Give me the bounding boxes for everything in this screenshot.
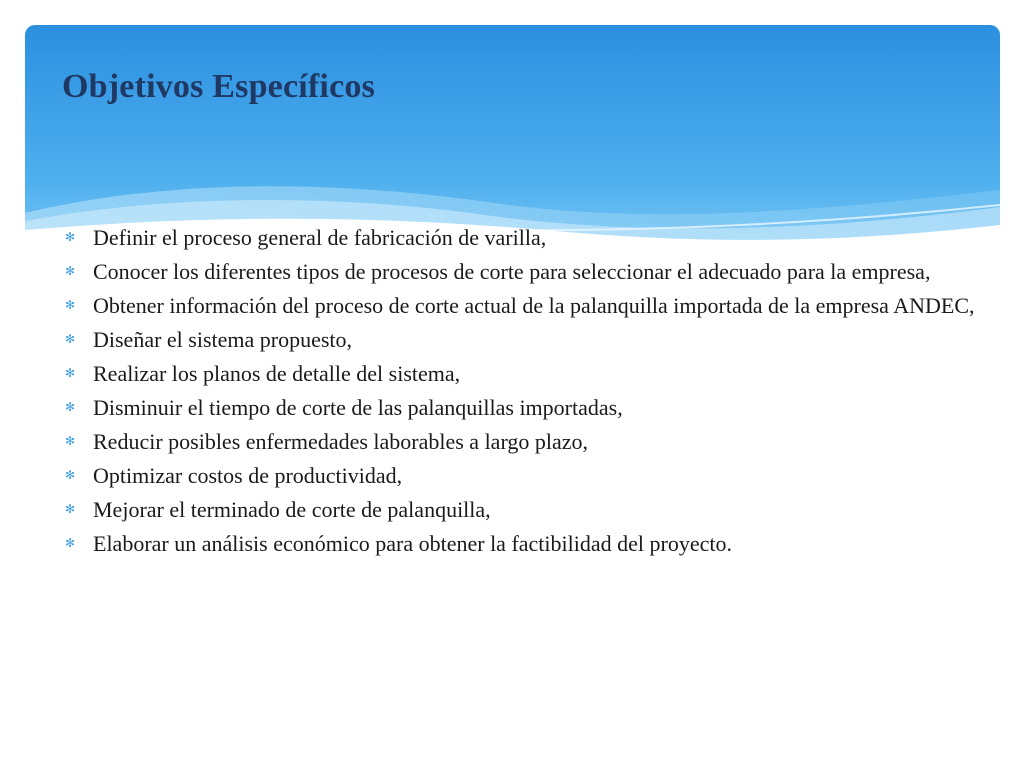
- list-item: [62, 360, 982, 387]
- list-item: [62, 462, 982, 489]
- asterisk-bullet-icon: ✻: [64, 536, 76, 550]
- list-item-text: Realizar los planos de detalle del sistema,: [93, 361, 461, 386]
- asterisk-bullet-icon: ✻: [64, 230, 76, 244]
- list-item-text: Conocer los diferentes tipos de procesos de corte para seleccionar el adecuado para la empresa,: [93, 259, 931, 284]
- list-item: [62, 292, 982, 319]
- list-item-text: Elaborar un análisis económico para obtener la factibilidad del proyecto.: [93, 531, 732, 556]
- asterisk-bullet-icon: ✻: [64, 298, 76, 312]
- list-item: [62, 258, 982, 285]
- list-item-text: Optimizar costos de productividad,: [93, 463, 403, 488]
- list-item-text: Diseñar el sistema propuesto,: [93, 327, 353, 352]
- list-item-text: Obtener información del proceso de corte actual de la palanquilla importada de la empresa ANDEC,: [93, 293, 975, 318]
- list-item: [62, 496, 982, 523]
- list-item-text: Disminuir el tiempo de corte de las palanquillas importadas,: [93, 395, 623, 420]
- asterisk-bullet-icon: ✻: [64, 468, 76, 482]
- asterisk-bullet-icon: ✻: [64, 332, 76, 346]
- asterisk-bullet-icon: ✻: [64, 366, 76, 380]
- list-item: [62, 224, 982, 251]
- objectives-list: [62, 224, 982, 564]
- list-item-text: Definir el proceso general de fabricación de varilla,: [93, 225, 547, 250]
- list-item-text: Mejorar el terminado de corte de palanquilla,: [93, 497, 491, 522]
- asterisk-bullet-icon: ✻: [64, 264, 76, 278]
- list-item: [62, 530, 982, 557]
- list-item: [62, 394, 982, 421]
- slide-title: Objetivos Específicos: [62, 68, 376, 105]
- list-item: [62, 428, 982, 455]
- list-item-text: Reducir posibles enfermedades laborables a largo plazo,: [93, 429, 589, 454]
- asterisk-bullet-icon: ✻: [64, 434, 76, 448]
- list-item: [62, 326, 982, 353]
- asterisk-bullet-icon: ✻: [64, 502, 76, 516]
- asterisk-bullet-icon: ✻: [64, 400, 76, 414]
